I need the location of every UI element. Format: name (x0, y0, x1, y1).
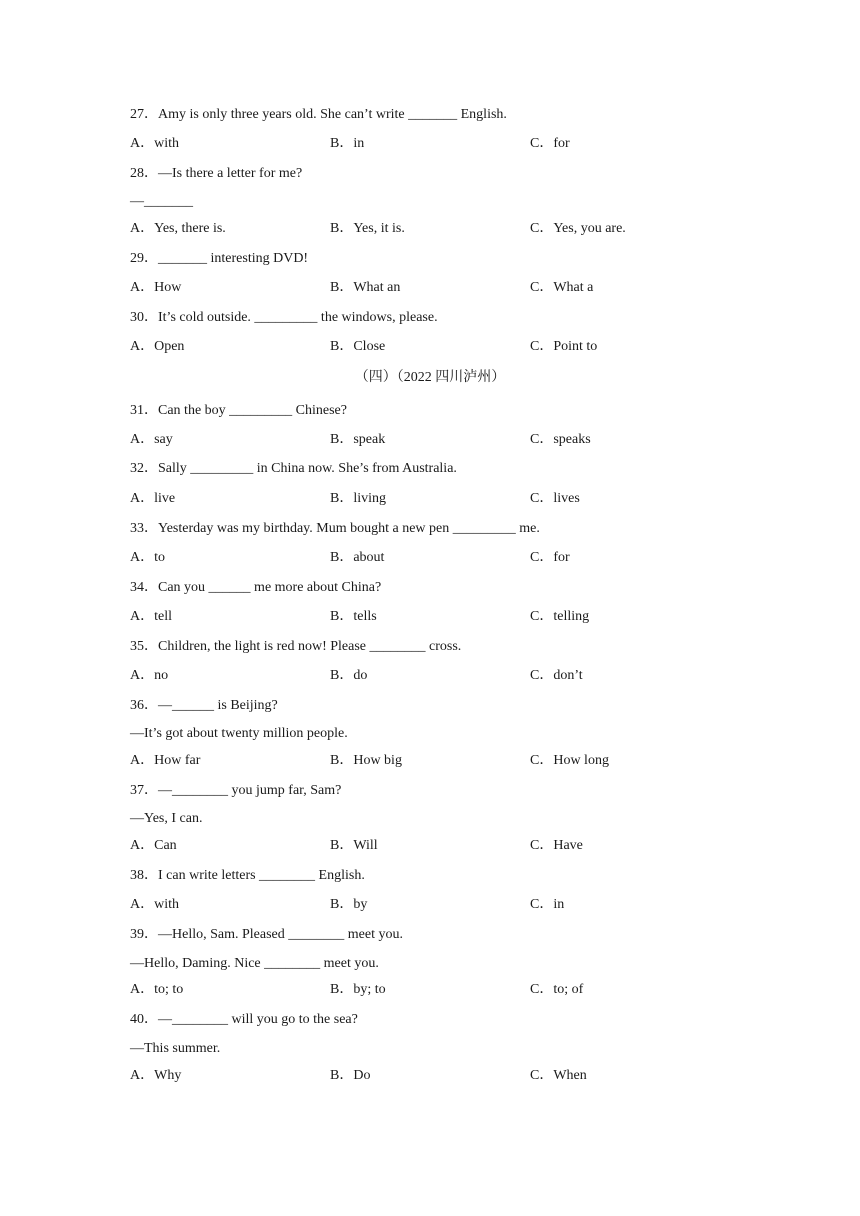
question-40-options (130, 1067, 730, 1085)
option-c: C．speaks (530, 432, 591, 447)
option-a: A．live (130, 491, 176, 506)
question-40-stem: 40．—________ will you go to the sea? (130, 1012, 358, 1027)
option-b: B．in (330, 136, 365, 151)
question-28-answer-line: —_______ (130, 194, 193, 209)
option-b: B．by (330, 897, 368, 912)
option-a: A．no (130, 668, 169, 683)
option-a: A．Can (130, 838, 177, 853)
question-28-options (130, 220, 730, 238)
question-37-stem: 37．—________ you jump far, Sam? (130, 783, 342, 798)
option-b: B．do (330, 668, 368, 683)
option-a: A．with (130, 136, 179, 151)
question-33-options (130, 549, 730, 567)
option-c: C．in (530, 897, 565, 912)
question-36-options (130, 752, 730, 770)
question-39-response: —Hello, Daming. Nice ________ meet you. (130, 956, 379, 971)
option-a: A．say (130, 432, 173, 447)
question-39-stem: 39．—Hello, Sam. Pleased ________ meet you. (130, 927, 403, 942)
question-35-options (130, 667, 730, 685)
question-32-options (130, 490, 730, 508)
option-c: C．Yes, you are. (530, 221, 626, 236)
option-c: C．for (530, 550, 570, 565)
question-34-options (130, 608, 730, 626)
question-32-stem: 32．Sally _________ in China now. She’s from Australia. (130, 461, 457, 476)
question-35-stem: 35．Children, the light is red now! Please ________ cross. (130, 639, 462, 654)
option-c: C．lives (530, 491, 580, 506)
question-40-response: —This summer. (130, 1041, 221, 1056)
option-a: A．How (130, 280, 182, 295)
question-36-response: —It’s got about twenty million people. (130, 726, 348, 741)
question-30-options (130, 338, 730, 356)
option-b: B．speak (330, 432, 386, 447)
option-c: C．What a (530, 280, 594, 295)
option-b: B．Do (330, 1068, 371, 1083)
question-27-stem: 27．Amy is only three years old. She can’t write _______ English. (130, 107, 507, 122)
option-c: C．Have (530, 838, 583, 853)
question-34-stem: 34．Can you ______ me more about China? (130, 580, 382, 595)
option-c: C．for (530, 136, 570, 151)
section-heading: （四）（2022 四川泸州） (354, 370, 506, 385)
option-b: B．Close (330, 339, 386, 354)
question-29-options (130, 279, 730, 297)
question-39-options (130, 981, 730, 999)
option-c: C．to; of (530, 982, 584, 997)
option-c: C．telling (530, 609, 590, 624)
option-b: B．by; to (330, 982, 386, 997)
option-c: C．How long (530, 753, 609, 768)
option-c: C．Point to (530, 339, 598, 354)
question-37-response: —Yes, I can. (130, 811, 203, 826)
option-a: A．to; to (130, 982, 184, 997)
question-38-options (130, 896, 730, 914)
question-31-options (130, 431, 730, 449)
option-c: C．When (530, 1068, 587, 1083)
option-b: B．living (330, 491, 387, 506)
option-b: B．Will (330, 838, 378, 853)
question-28-stem: 28．—Is there a letter for me? (130, 166, 303, 181)
option-a: A．How far (130, 753, 201, 768)
option-c: C．don’t (530, 668, 583, 683)
option-b: B．How big (330, 753, 402, 768)
option-b: B．about (330, 550, 385, 565)
option-a: A．with (130, 897, 179, 912)
option-a: A．to (130, 550, 165, 565)
option-b: B．Yes, it is. (330, 221, 405, 236)
question-27-options (130, 135, 730, 153)
option-a: A．Yes, there is. (130, 221, 226, 236)
option-b: B．What an (330, 280, 401, 295)
question-38-stem: 38．I can write letters ________ English. (130, 868, 365, 883)
question-36-stem: 36．—______ is Beijing? (130, 698, 278, 713)
question-37-options (130, 837, 730, 855)
question-33-stem: 33．Yesterday was my birthday. Mum bought a new pen _________ me. (130, 521, 540, 536)
option-b: B．tells (330, 609, 377, 624)
question-29-stem: 29．_______ interesting DVD! (130, 251, 309, 266)
option-a: A．Why (130, 1068, 182, 1083)
option-a: A．tell (130, 609, 172, 624)
option-a: A．Open (130, 339, 185, 354)
question-31-stem: 31．Can the boy _________ Chinese? (130, 403, 347, 418)
question-30-stem: 30．It’s cold outside. _________ the windows, please. (130, 310, 438, 325)
